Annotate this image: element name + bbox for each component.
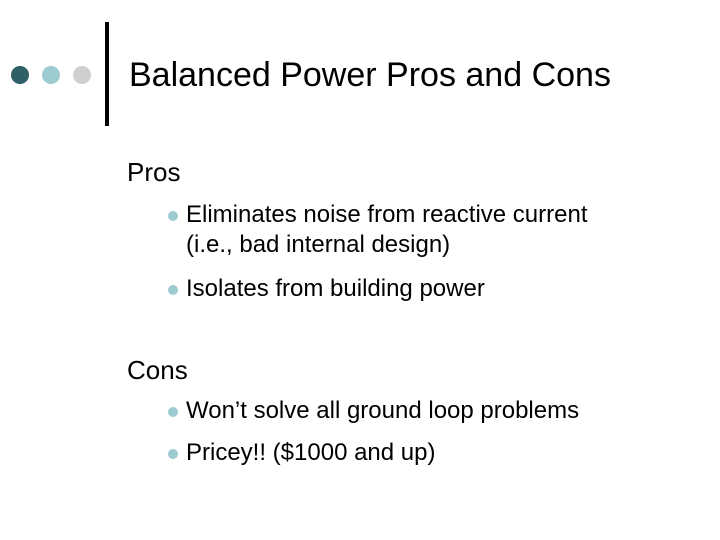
pros-item-1-line-2: (i.e., bad internal design) xyxy=(186,231,451,258)
decorative-dot-gray xyxy=(73,66,91,84)
decorative-dot-teal xyxy=(42,66,60,84)
slide-title: Balanced Power Pros and Cons xyxy=(129,56,611,94)
pros-item-2 xyxy=(168,274,485,304)
cons-item-1 xyxy=(168,396,579,426)
cons-heading: Cons xyxy=(127,355,188,385)
bullet-dot-icon xyxy=(168,285,178,295)
decorative-dot-dark xyxy=(11,66,29,84)
title-divider xyxy=(105,22,109,126)
bullet-dot-icon xyxy=(168,211,178,221)
cons-item-2-text: Pricey!! ($1000 and up) xyxy=(186,439,436,466)
bullet-dot-icon xyxy=(168,407,178,417)
cons-item-2 xyxy=(168,438,435,468)
pros-item-1 xyxy=(168,200,587,260)
pros-item-1-line-1: Eliminates noise from reactive current xyxy=(186,201,588,228)
pros-heading: Pros xyxy=(127,157,181,187)
cons-item-1-text: Won’t solve all ground loop problems xyxy=(186,397,580,424)
pros-item-2-text: Isolates from building power xyxy=(186,275,485,302)
bullet-dot-icon xyxy=(168,449,178,459)
